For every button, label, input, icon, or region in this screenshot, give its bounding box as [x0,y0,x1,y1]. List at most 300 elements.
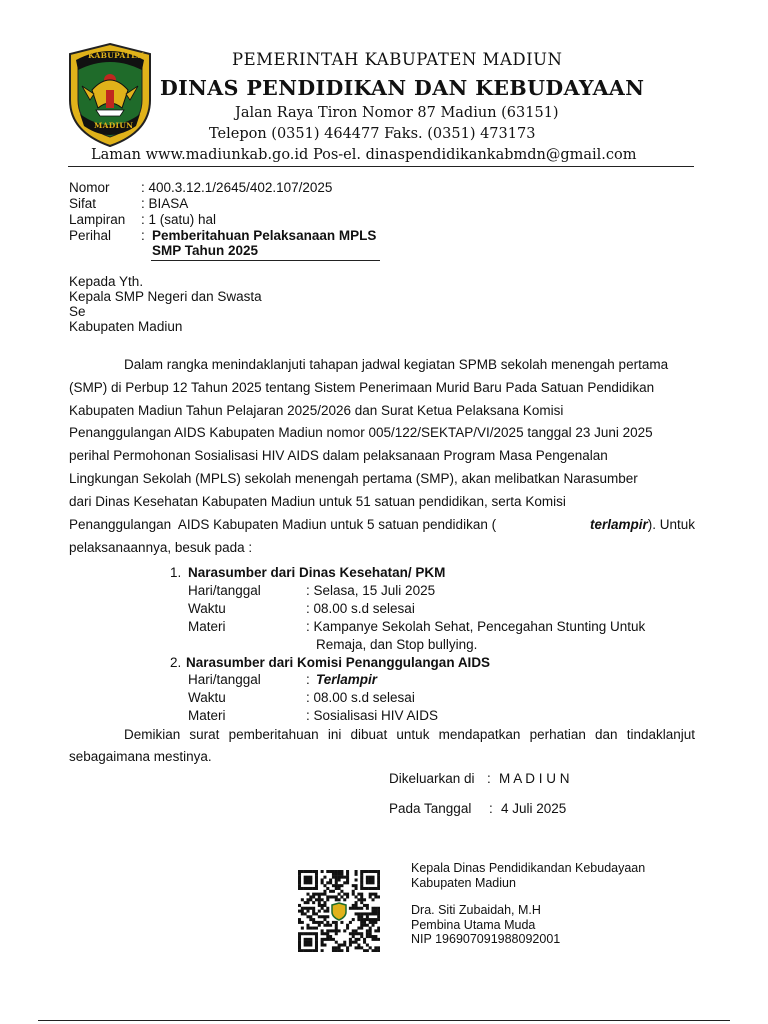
qr-module [366,935,369,938]
qr-module [372,910,375,913]
issued-place-colon: : [487,771,491,786]
qr-module [335,929,338,932]
qr-module [335,878,338,881]
qr-module [366,876,369,879]
qr-module [343,876,346,879]
qr-module [352,904,355,907]
qr-module [377,907,380,910]
qr-module [369,929,372,932]
qr-module [357,907,360,910]
body-line-8 [69,514,695,537]
qr-module [318,921,321,924]
item1-hari-label: Hari/tanggal [188,583,261,598]
qr-module [360,878,363,881]
qr-module [366,912,369,915]
qr-module [366,870,369,873]
perihal-line1: Pemberitahuan Pelaksanaan MPLS [152,228,377,243]
qr-module [301,927,304,930]
qr-module [369,895,372,898]
qr-module [374,918,377,921]
issued-date-value: 4 Juli 2025 [501,801,567,816]
qr-module [318,901,321,904]
qr-module [355,870,358,873]
qr-module [329,878,332,881]
qr-module [360,927,363,930]
qr-module [360,924,363,927]
qr-module [326,887,329,890]
qr-module [346,927,349,930]
qr-module [366,878,369,881]
signer-nip: NIP 196907091988092001 [411,932,561,946]
qr-module [335,932,338,935]
qr-module [372,898,375,901]
qr-module [335,876,338,879]
lampiran-value: : 1 (satu) hal [141,212,217,227]
qr-module [326,924,329,927]
qr-module [304,881,307,884]
qr-module [369,932,372,935]
item2-materi-label: Materi [188,708,226,723]
qr-module [318,904,321,907]
qr-module [332,873,335,876]
qr-module [366,881,369,884]
qr-module [338,946,341,949]
qr-module [366,904,369,907]
qr-module [338,884,341,887]
qr-module [321,929,324,932]
qr-module [335,946,338,949]
qr-module [363,904,366,907]
qr-module [329,890,332,893]
qr-module [309,898,312,901]
qr-module [377,876,380,879]
qr-module [323,918,326,921]
qr-module [377,912,380,915]
qr-module [360,884,363,887]
qr-module [309,927,312,930]
qr-module [372,876,375,879]
qr-module [349,907,352,910]
nomor-label: Nomor [69,180,110,195]
item2-number: 2. [170,655,182,670]
qr-module [323,932,326,935]
qr-module [306,932,309,935]
qr-module [338,870,341,873]
qr-module [340,921,343,924]
qr-module [374,895,377,898]
qr-module [298,949,301,952]
qr-module [372,887,375,890]
recipient-line1: Kepada Yth. [69,274,144,289]
qr-module [298,918,301,921]
qr-module [315,921,318,924]
qr-module [360,876,363,879]
qr-module [315,949,318,952]
qr-module [321,915,324,918]
qr-module [309,887,312,890]
body-line-4: Penanggulangan AIDS Kabupaten Madiun nomor 005/122/SEKTAP/VI/2025 tanggal 23 Juni 2025 [69,425,653,440]
qr-module [304,887,307,890]
qr-module [298,932,301,935]
qr-module [315,944,318,947]
letterhead-phone: Telepon (0351) 464477 Faks. (0351) 473173 [209,126,536,142]
qr-module [374,921,377,924]
item1-waktu-value: : 08.00 s.d selesai [306,601,415,616]
qr-module [306,898,309,901]
qr-module [366,949,369,952]
qr-module [309,915,312,918]
item2-hari-label: Hari/tanggal [188,672,261,687]
qr-module [312,949,315,952]
qr-module [326,910,329,913]
qr-module [360,881,363,884]
qr-module [321,944,324,947]
qr-module [355,901,358,904]
qr-module [338,893,341,896]
qr-module [298,878,301,881]
qr-module [363,924,366,927]
recipient-line4: Kabupaten Madiun [69,319,183,334]
qr-module [357,927,360,930]
qr-module [312,912,315,915]
qr-module [377,873,380,876]
qr-module [312,918,315,921]
qr-module [340,873,343,876]
qr-module [301,887,304,890]
qr-module [363,887,366,890]
qr-module [332,870,335,873]
qr-module [304,878,307,881]
qr-module [369,876,372,879]
qr-module [374,912,377,915]
qr-module [340,895,343,898]
qr-module [377,946,380,949]
body-line-9: pelaksanaannya, besuk pada : [69,540,253,555]
qr-module [321,921,324,924]
qr-module [369,881,372,884]
qr-module [326,915,329,918]
qr-module [326,921,329,924]
qr-module [312,895,315,898]
qr-module [323,890,326,893]
qr-module [318,895,321,898]
qr-module [304,901,307,904]
qr-module [298,944,301,947]
qr-module [306,941,309,944]
signer-rank: Pembina Utama Muda [411,918,536,932]
qr-module [315,873,318,876]
qr-module [298,873,301,876]
qr-module [357,915,360,918]
qr-module [360,921,363,924]
qr-module [352,935,355,938]
qr-module [315,870,318,873]
qr-module [309,876,312,879]
qr-module [360,915,363,918]
qr-module [306,876,309,879]
qr-module [298,941,301,944]
qr-module [377,878,380,881]
qr-module [357,944,360,947]
item2-waktu-label: Waktu [188,690,226,705]
item1-hari-value: : Selasa, 15 Juli 2025 [306,583,436,598]
qr-module [306,870,309,873]
qr-module [369,887,372,890]
qr-module [298,910,301,913]
qr-module [352,884,355,887]
qr-module [326,932,329,935]
qr-module [343,944,346,947]
body-line-2: (SMP) di Perbup 12 Tahun 2025 tentang Sistem Penerimaan Murid Baru Pada Satuan Pendidikan [69,380,655,395]
qr-module [346,870,349,873]
qr-module [360,918,363,921]
qr-module [309,878,312,881]
qr-module [315,887,318,890]
letterhead-address: Jalan Raya Tiron Nomor 87 Madiun (63151) [235,105,559,121]
qr-module [304,932,307,935]
qr-module [340,944,343,947]
qr-module [357,932,360,935]
qr-module [363,938,366,941]
qr-module [315,941,318,944]
qr-module [372,949,375,952]
qr-module [318,924,321,927]
terlampir-emphasis: terlampir [589,517,648,532]
qr-module [346,895,349,898]
qr-module [318,910,321,913]
qr-module [321,878,324,881]
qr-module [346,876,349,879]
qr-module [301,870,304,873]
closing-line-2: sebagaimana mestinya. [69,749,212,764]
issued-place-label: Dikeluarkan di [389,771,475,786]
qr-module [323,944,326,947]
signer-position-line1: Kepala Dinas Pendidikandan Kebudayaan [411,861,646,875]
issued-date-label: Pada Tanggal [389,801,472,816]
qr-module [374,887,377,890]
qr-module [346,946,349,949]
signer-name: Dra. Siti Zubaidah, M.H [411,903,541,917]
qr-module [321,941,324,944]
issued-place-value: M A D I U N [499,771,570,786]
qr-module [377,915,380,918]
qr-module [298,921,301,924]
perihal-line2: SMP Tahun 2025 [152,243,259,258]
qr-module [363,912,366,915]
qr-module [335,873,338,876]
qr-module [321,870,324,873]
qr-module [315,938,318,941]
qr-module [329,935,332,938]
qr-module [332,921,335,924]
qr-module [363,921,366,924]
qr-module [329,938,332,941]
qr-module [335,884,338,887]
qr-module [338,876,341,879]
qr-module [335,887,338,890]
recipient-line2: Kepala SMP Negeri dan Swasta [69,289,262,304]
qr-module [306,927,309,930]
lampiran-label: Lampiran [69,212,126,227]
qr-module [363,898,366,901]
qr-module [298,876,301,879]
qr-module [349,932,352,935]
qr-module [326,898,329,901]
qr-module [338,949,341,952]
qr-module [372,924,375,927]
qr-module [301,949,304,952]
qr-module [321,949,324,952]
qr-module [309,944,312,947]
qr-module [323,904,326,907]
qr-module [318,893,321,896]
sifat-value: : BIASA [141,196,189,211]
logo-top-text: KABUPATEN [88,51,145,60]
qr-module [349,944,352,947]
body-line-8-start: Penanggulangan AIDS Kabupaten Madiun untuk 5 satuan pendidikan ( [69,517,497,532]
qr-module [340,870,343,873]
qr-module [377,887,380,890]
qr-module [369,921,372,924]
qr-module [352,907,355,910]
qr-module [343,898,346,901]
qr-module [329,924,332,927]
qr-module [372,918,375,921]
item1-materi-continued: Remaja, dan Stop bullying. [316,637,478,652]
qr-module [301,907,304,910]
item1-materi-label: Materi [188,619,226,634]
letterhead-government: PEMERINTAH KABUPATEN MADIUN [232,50,563,69]
qr-module [301,910,304,913]
qr-module [306,949,309,952]
qr-module [312,893,315,896]
qr-module [360,870,363,873]
body-line-3: Kabupaten Madiun Tahun Pelajaran 2025/2026 dan Surat Ketua Pelaksana Komisi [69,403,564,418]
qr-module [309,907,312,910]
body-line-8-end [590,514,695,537]
qr-module [366,924,369,927]
body-line-6: Lingkungan Sekolah (MPLS) sekolah menengah pertama (SMP), akan melibatkan Narasumber [69,471,638,486]
qr-module [335,941,338,944]
footer-divider [38,1020,730,1021]
qr-module [338,898,341,901]
qr-module [374,870,377,873]
qr-module [335,921,338,924]
qr-module [372,870,375,873]
qr-module [343,893,346,896]
qr-module [332,884,335,887]
qr-module [301,898,304,901]
qr-module [357,938,360,941]
qr-module [369,878,372,881]
qr-module [360,935,363,938]
qr-module [315,876,318,879]
qr-module [306,881,309,884]
item2-hari-value: Terlampir [316,672,378,687]
qr-module [309,895,312,898]
qr-module [306,924,309,927]
qr-module [346,881,349,884]
qr-module [315,927,318,930]
qr-module [323,938,326,941]
qr-module [304,949,307,952]
qr-module [318,898,321,901]
qr-center-emblem-icon [332,903,346,920]
qr-module [306,938,309,941]
qr-module [369,935,372,938]
item2-hari-colon: : [306,672,310,687]
qr-module [346,924,349,927]
qr-module [352,929,355,932]
qr-module [315,893,318,896]
qr-module [321,932,324,935]
qr-module [338,887,341,890]
qr-module [312,921,315,924]
qr-module [323,893,326,896]
qr-module [306,907,309,910]
nomor-value: : 400.3.12.1/2645/402.107/2025 [141,180,333,195]
qr-module [349,921,352,924]
signature-qr-code [298,870,380,952]
qr-module [321,881,324,884]
qr-module [332,876,335,879]
qr-module [355,904,358,907]
qr-module [372,935,375,938]
qr-module [326,938,329,941]
letterhead-divider [68,166,694,167]
qr-module [366,929,369,932]
qr-module [326,870,329,873]
qr-module [306,944,309,947]
qr-module [366,907,369,910]
qr-module [309,881,312,884]
qr-module [346,873,349,876]
qr-module [332,949,335,952]
qr-module [323,924,326,927]
qr-module [332,929,335,932]
perihal-colon: : [141,228,145,243]
qr-module [377,938,380,941]
closing-line-1: Demikian surat pemberitahuan ini dibuat untuk mendapatkan perhatian dan tindaklanjut [124,727,695,742]
qr-module [369,918,372,921]
qr-module [377,949,380,952]
item1-materi-value: : Kampanye Sekolah Sehat, Pencegahan Stunting Untuk [306,619,646,634]
qr-module [372,907,375,910]
qr-module [360,898,363,901]
qr-module [332,938,335,941]
qr-module [326,935,329,938]
qr-module [374,935,377,938]
qr-module [298,881,301,884]
item1-number: 1. [170,565,182,580]
qr-module [355,878,358,881]
qr-module [306,878,309,881]
letterhead-office: DINAS PENDIDIKAN DAN KEBUDAYAAN [160,76,645,100]
qr-module [309,941,312,944]
qr-module [377,929,380,932]
qr-module [335,895,338,898]
qr-module [306,915,309,918]
qr-module [352,918,355,921]
qr-module [372,912,375,915]
qr-module [377,927,380,930]
qr-module [369,870,372,873]
qr-module [326,907,329,910]
qr-module [326,895,329,898]
qr-module [315,898,318,901]
qr-module [304,941,307,944]
qr-module [338,929,341,932]
